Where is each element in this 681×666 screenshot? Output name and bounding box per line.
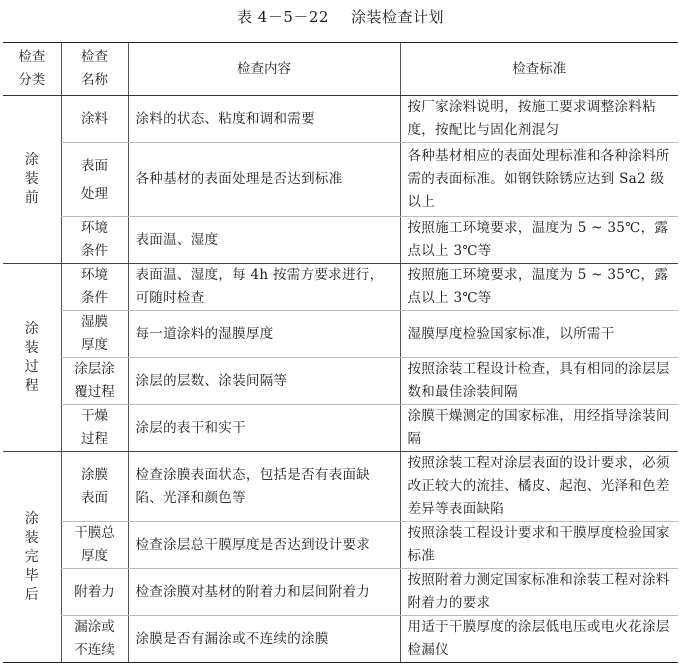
check-content: 涂层的层数、涂装间隔等 bbox=[128, 358, 400, 405]
table-row bbox=[3, 405, 678, 452]
item-name: 干膜总厚度 bbox=[61, 522, 128, 569]
table-row bbox=[3, 143, 678, 217]
check-content: 表面温、湿度 bbox=[128, 217, 400, 264]
check-standard: 按照涂装工程设计要求和干膜厚度检验国家标准 bbox=[400, 522, 678, 569]
table-row bbox=[3, 616, 678, 663]
header-content: 检查内容 bbox=[128, 43, 400, 96]
table-row bbox=[3, 522, 678, 569]
table-row bbox=[3, 264, 678, 311]
item-name: 环境条件 bbox=[61, 217, 128, 264]
check-standard: 按照涂装工程对涂层表面的设计要求，必须改正较大的流挂、橘皮、起泡、光泽和色差差异等表面缺陷 bbox=[400, 452, 678, 522]
item-name: 附着力 bbox=[61, 569, 128, 616]
check-standard: 按照涂装工程设计检查，具有相同的涂层层数和最佳涂装间隔 bbox=[400, 358, 678, 405]
check-content: 检查涂膜表面状态，包括是否有表面缺陷、光泽和颜色等 bbox=[128, 452, 400, 522]
check-content: 检查涂层总干膜厚度是否达到设计要求 bbox=[128, 522, 400, 569]
check-content: 涂料的状态、粘度和调和需要 bbox=[128, 96, 400, 143]
header-category: 检查 分类 bbox=[3, 43, 61, 96]
check-standard: 各种基材相应的表面处理标准和各种涂料所需的表面标准。如钢铁除锈应达到 Sa2 级以上 bbox=[400, 143, 678, 217]
category-cell: 涂 装 完 毕 后 bbox=[3, 452, 61, 663]
header-item: 检查 名称 bbox=[61, 43, 128, 96]
check-content: 涂层的表干和实干 bbox=[128, 405, 400, 452]
table-row bbox=[3, 569, 678, 616]
table-row bbox=[3, 311, 678, 358]
check-content: 各种基材的表面处理是否达到标准 bbox=[128, 143, 400, 217]
check-content: 每一道涂料的湿膜厚度 bbox=[128, 311, 400, 358]
item-name: 漏涂或不连续 bbox=[61, 616, 128, 663]
inspection-plan-table bbox=[3, 42, 678, 663]
check-standard: 按照施工环境要求，温度为 5 ~ 35℃，露点以上 3℃等 bbox=[400, 264, 678, 311]
header-standard: 检查标准 bbox=[400, 43, 678, 96]
check-content: 涂膜是否有漏涂或不连续的涂膜 bbox=[128, 616, 400, 663]
table-caption: 涂装检查计划 bbox=[350, 8, 444, 26]
check-standard: 湿膜厚度检验国家标准，以所需干 bbox=[400, 311, 678, 358]
check-standard: 按照附着力测定国家标准和涂装工程对涂料附着力的要求 bbox=[400, 569, 678, 616]
table-row bbox=[3, 358, 678, 405]
table-row bbox=[3, 217, 678, 264]
table-row bbox=[3, 96, 678, 143]
category-cell: 涂 装 前 bbox=[3, 96, 61, 264]
check-standard: 涂膜干燥测定的国家标准，用经指导涂装间隔 bbox=[400, 405, 678, 452]
check-standard: 按厂家涂料说明，按施工要求调整涂料粘度，按配比与固化剂混匀 bbox=[400, 96, 678, 143]
category-cell: 涂 装 过 程 bbox=[3, 264, 61, 452]
check-content: 表面温、湿度，每 4h 按需方要求进行，可随时检查 bbox=[128, 264, 400, 311]
table-row bbox=[3, 452, 678, 522]
item-name: 湿膜厚度 bbox=[61, 311, 128, 358]
check-standard: 用适于干膜厚度的涂层低电压或电火花涂层检漏仪 bbox=[400, 616, 678, 663]
header-row bbox=[3, 43, 678, 96]
table-title bbox=[0, 6, 681, 27]
item-name: 涂层涂覆过程 bbox=[61, 358, 128, 405]
item-name: 干燥过程 bbox=[61, 405, 128, 452]
check-standard: 按照施工环境要求，温度为 5 ~ 35℃，露点以上 3℃等 bbox=[400, 217, 678, 264]
table-number: 表 4－5－22 bbox=[237, 8, 329, 26]
item-name: 涂料 bbox=[61, 96, 128, 143]
item-name: 环境条件 bbox=[61, 264, 128, 311]
check-content: 检查涂膜对基材的附着力和层间附着力 bbox=[128, 569, 400, 616]
item-name: 表面处理 bbox=[61, 143, 128, 217]
item-name: 涂膜表面 bbox=[61, 452, 128, 522]
